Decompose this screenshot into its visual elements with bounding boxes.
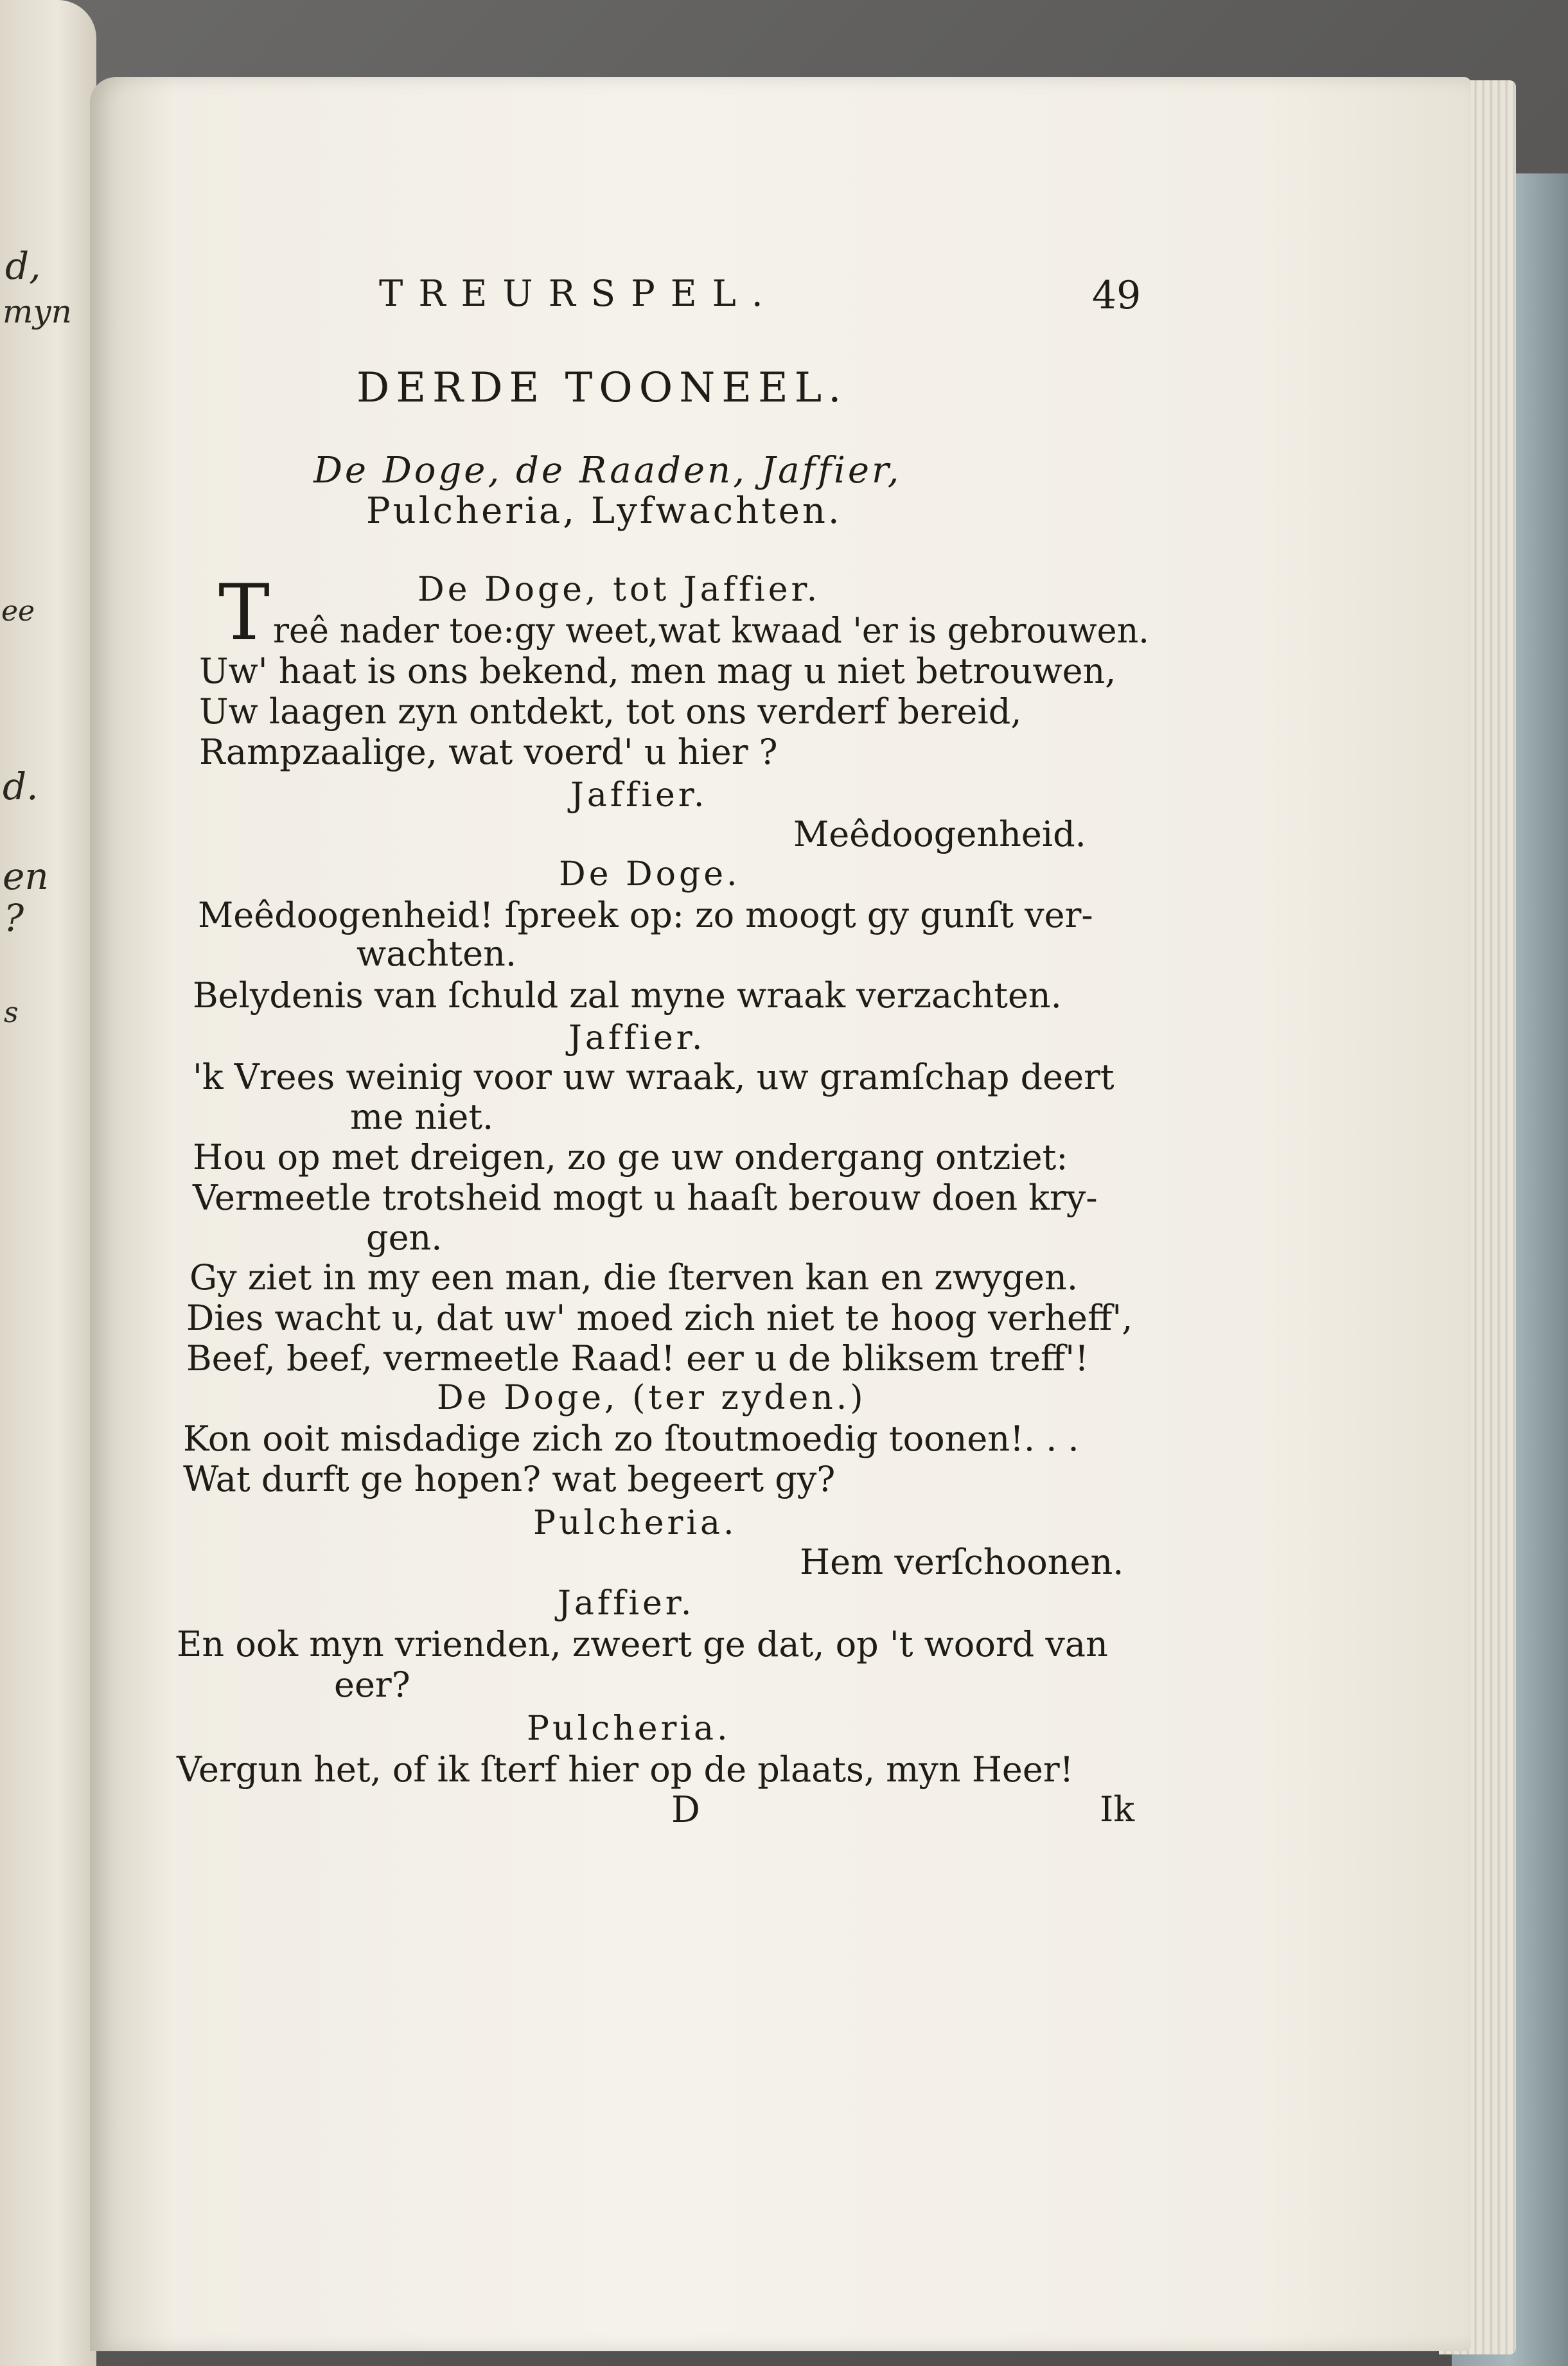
left-page-fragment: ee [1,595,35,628]
verse-line: Vergun het, of ik ſterf hier op de plaats, myn Heer! [177,1749,1074,1790]
verse-line: reê nader toe:gy weet,wat kwaad 'er is gebrouwen. [273,610,1149,651]
verse-line: En ook myn vrienden, zweert ge dat, op 't woord van [177,1624,1108,1664]
verse-line: Meêdoogenheid. [793,814,1086,854]
verse-line: wachten. [357,933,517,974]
left-page-fragment: s [4,996,19,1029]
scene-title: DERDE TOONEEL. [357,364,848,412]
drop-cap: T [218,569,270,658]
cast-line: De Doge, de Raaden, Jaffier, [313,450,902,491]
speaker-heading: Jaffier. [570,776,708,815]
left-page-fragment: ? [4,896,24,940]
speaker-heading: De Doge. [559,855,741,894]
verse-line: me niet. [350,1097,494,1137]
left-page [0,0,96,2366]
verse-line: Wat durft ge hopen? wat begeert gy? [183,1459,836,1499]
verse-line: Meêdoogenheid! ſpreek op: zo moogt gy gunſt ver- [198,895,1093,935]
speaker-heading: De Doge, tot Jaffier. [418,570,821,609]
verse-line: Gy ziet in my een man, die ſterven kan en zwygen. [189,1257,1079,1298]
signature-mark: D [671,1789,700,1831]
speaker-heading: De Doge, (ter zyden.) [437,1379,867,1417]
verse-line: Vermeetle trotsheid mogt u haaſt berouw doen kry- [193,1178,1098,1218]
verse-line: gen. [366,1217,443,1258]
running-head: TREURSPEL. [379,273,779,315]
verse-line: Kon ooit misdadige zich zo ſtoutmoedig toonen!. . . [183,1418,1079,1459]
verse-line: Uw laagen zyn ontdekt, tot ons verderf bereid, [199,691,1022,732]
speaker-heading: Jaffier. [558,1584,695,1623]
verse-line: Belydenis van ſchuld zal myne wraak verzachten. [193,975,1062,1016]
speaker-heading: Jaffier. [568,1019,706,1057]
verse-line: Rampzaalige, wat voerd' u hier ? [199,732,778,772]
cast-line: Pulcheria, Lyfwachten. [366,490,842,532]
verse-line: Dies wacht u, dat uw' moed zich niet te hoog verheff', [186,1298,1133,1338]
page-number: 49 [1092,273,1141,318]
verse-line: 'k Vrees weinig voor uw wraak, uw gramſchap deert [193,1057,1114,1097]
speaker-heading: Pulcheria. [533,1504,737,1542]
catchword: Ik [1100,1789,1135,1830]
left-page-fragment: d, [5,244,41,288]
verse-line: eer? [334,1664,410,1705]
left-page-fragment: en [3,854,49,898]
verse-line: Uw' haat is ons bekend, men mag u niet betrouwen, [199,651,1116,691]
verse-line: Hem verſchoonen. [800,1542,1124,1582]
verse-line: Hou op met dreigen, zo ge uw ondergang ontziet: [193,1137,1068,1178]
left-page-fragment: myn [3,293,72,330]
left-page-fragment: d. [3,764,39,808]
verse-line: Beef, beef, vermeetle Raad! eer u de bliksem treff'! [186,1338,1089,1379]
speaker-heading: Pulcheria. [527,1709,731,1748]
